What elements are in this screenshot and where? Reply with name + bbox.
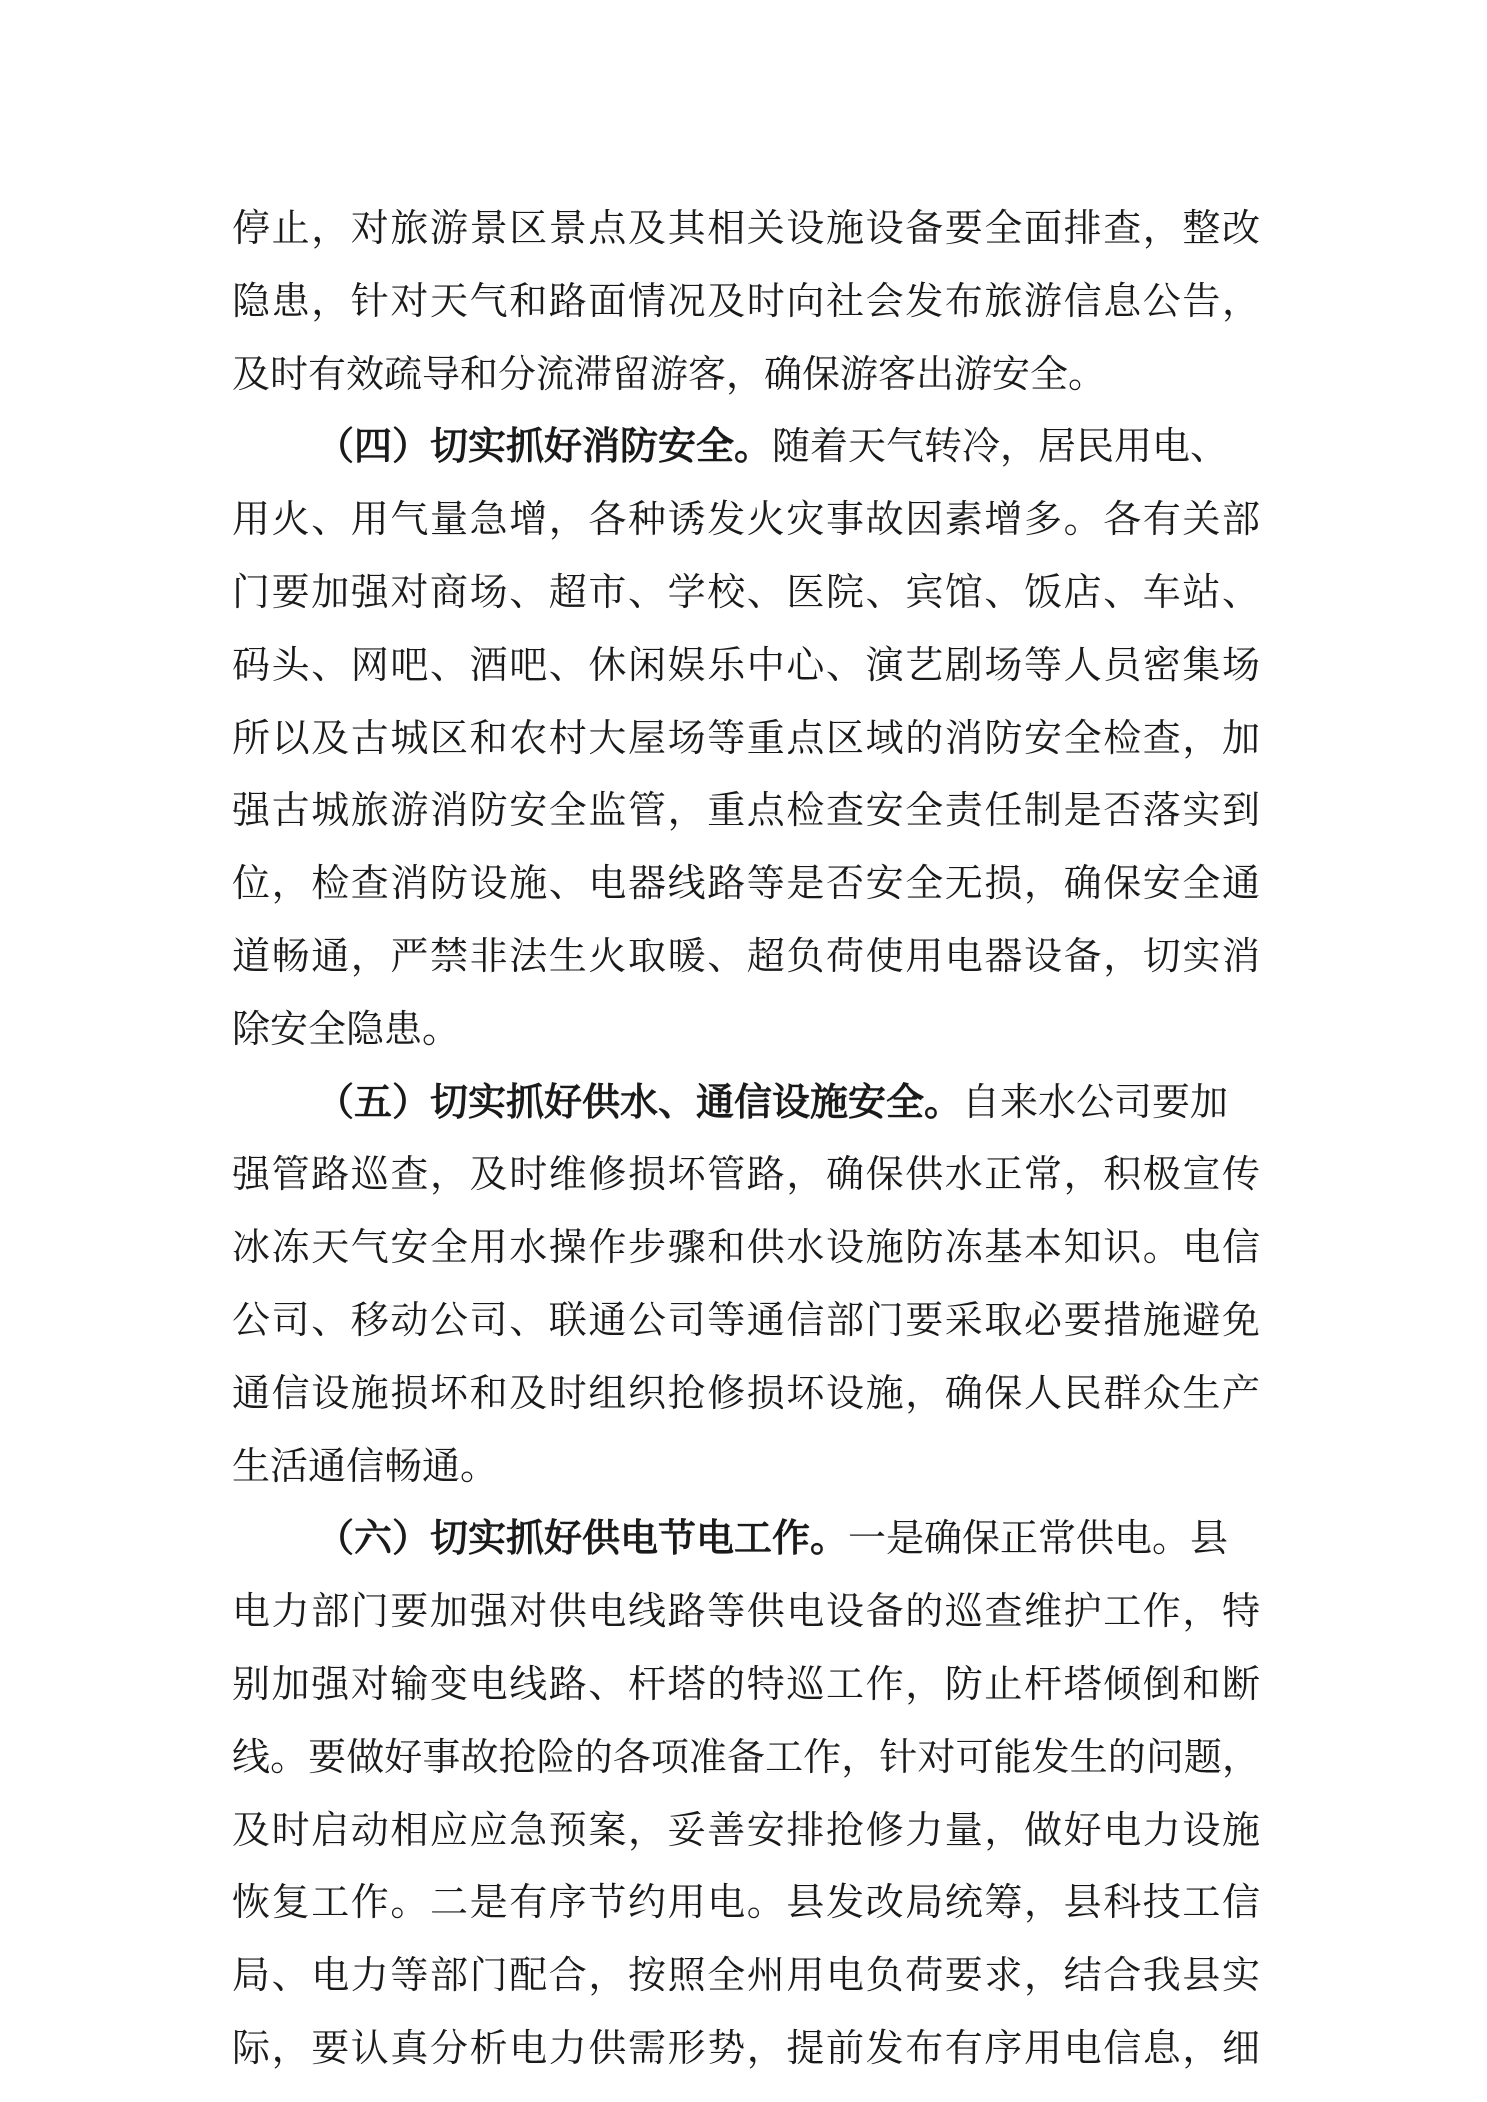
text-line [232,338,1260,411]
line-text: 恢复工作。二是有序节约用电。县发改局统筹，县科技工信 [232,1880,1260,1925]
text-line [232,774,1260,847]
line-text: 所以及古城区和农村大屋场等重点区域的消防安全检查，加 [232,715,1260,760]
section-heading: （五）切实抓好供水、通信设施安全。 [316,1079,963,1124]
text-line [232,265,1260,338]
text-line [232,847,1260,920]
text-line [232,1648,1260,1721]
line-text: 线。要做好事故抢险的各项准备工作，针对可能发生的问题， [232,1734,1260,1779]
text-line [232,993,1260,1066]
line-text: 码头、网吧、酒吧、休闲娱乐中心、演艺剧场等人员密集场 [232,642,1260,687]
line-text: 际，要认真分析电力供需形势，提前发布有序用电信息，细 [232,2025,1260,2070]
text-line [232,410,1260,483]
section-heading: （六）切实抓好供电节电工作。 [316,1516,849,1561]
text-line [232,1939,1260,2012]
text-line [232,192,1260,265]
text-line [232,483,1260,556]
line-text: 及时启动相应应急预案，妥善安排抢修力量，做好电力设施 [232,1807,1260,1852]
text-line [232,1138,1260,1211]
line-text: 随着天气转冷，居民用电、 [772,424,1229,469]
line-text: 通信设施损坏和及时组织抢修损坏设施，确保人民群众生产 [232,1370,1260,1415]
text-line [232,702,1260,775]
line-text: 道畅通，严禁非法生火取暖、超负荷使用电器设备，切实消 [232,933,1260,978]
line-text: 停止，对旅游景区景点及其相关设施设备要全面排查，整改 [232,206,1260,250]
line-text: 除安全隐患。 [232,1006,461,1051]
line-text: 别加强对输变电线路、杆塔的特巡工作，防止杆塔倾倒和断 [232,1661,1260,1706]
line-text: 门要加强对商场、超市、学校、医院、宾馆、饭店、车站、 [232,569,1260,614]
line-text: 自来水公司要加 [962,1079,1229,1124]
line-text: 用火、用气量急增，各种诱发火灾事故因素增多。各有关部 [232,497,1260,542]
line-text: 及时有效疏导和分流滞留游客，确保游客出游安全。 [232,351,1107,396]
text-line [232,1794,1260,1867]
text-line [232,556,1260,629]
text-line [232,1721,1260,1794]
text-line [232,1575,1260,1648]
line-text: 冰冻天气安全用水操作步骤和供水设施防冻基本知识。电信 [232,1225,1260,1270]
text-line [232,1066,1260,1139]
line-text: 电力部门要加强对供电线路等供电设备的巡查维护工作，特 [232,1589,1260,1634]
line-text: 强古城旅游消防安全监管，重点检查安全责任制是否落实到 [232,788,1260,833]
text-line [232,1866,1260,1939]
text-line [232,1430,1260,1503]
text-line [232,1284,1260,1357]
text-line [232,629,1260,702]
line-text: 公司、移动公司、联通公司等通信部门要采取必要措施避免 [232,1297,1260,1342]
line-text: 隐患，针对天气和路面情况及时向社会发布旅游信息公告， [232,278,1260,323]
section-heading: （四）切实抓好消防安全。 [316,424,773,469]
line-text: 生活通信畅通。 [232,1443,499,1488]
line-text: 位，检查消防设施、电器线路等是否安全无损，确保安全通 [232,861,1260,906]
text-line [232,1502,1260,1575]
text-line [232,1211,1260,1284]
text-line [232,1357,1260,1430]
line-text: 强管路巡查，及时维修损坏管路，确保供水正常，积极宣传 [232,1152,1260,1197]
body-text [232,192,1260,2085]
line-text: 一是确保正常供电。县 [848,1516,1229,1561]
text-line [232,920,1260,993]
line-text: 局、电力等部门配合，按照全州用电负荷要求，结合我县实 [232,1953,1260,1998]
text-line [232,2012,1260,2085]
